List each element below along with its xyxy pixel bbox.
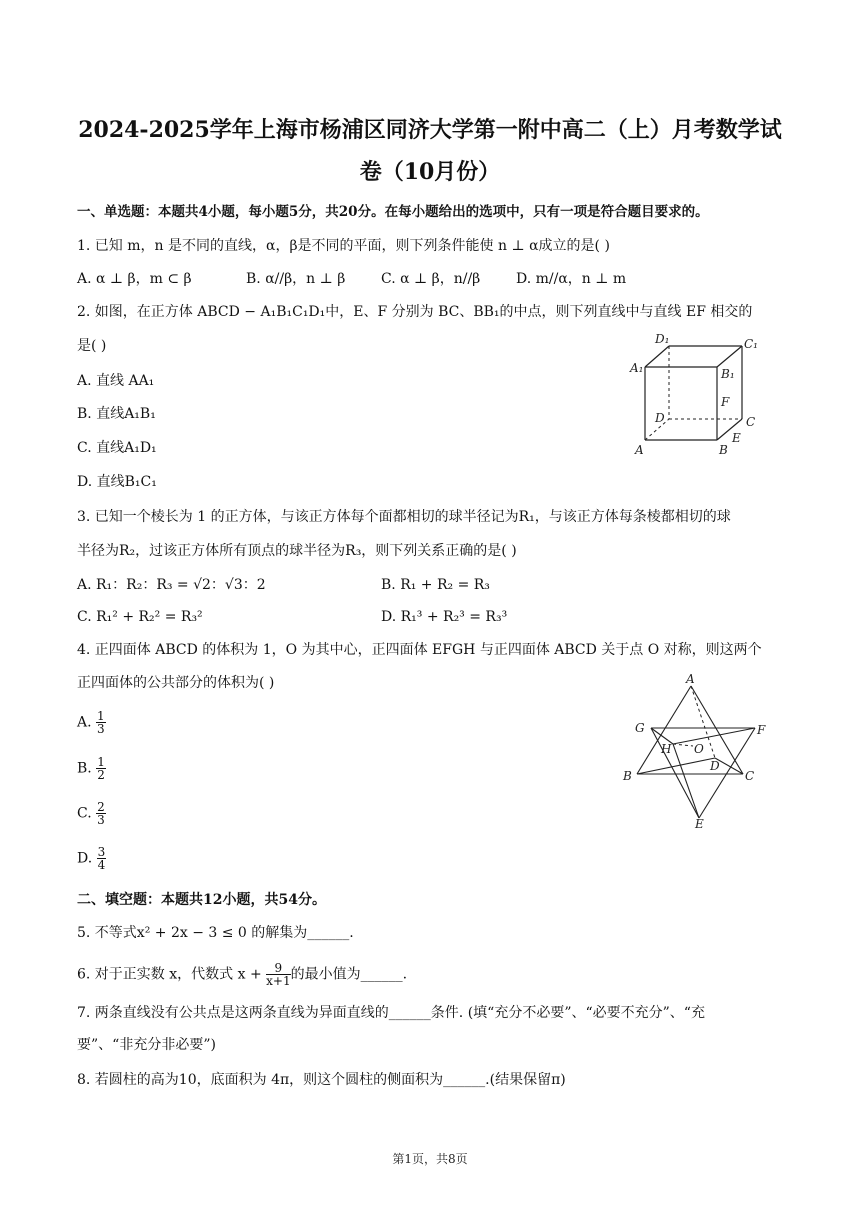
question-3-stem-line1: 3. 已知一个棱长为 1 的正方体，与该正方体每个面都相切的球半径记为R₁，与该正方体每条棱都相切的球: [77, 509, 731, 525]
option-d-fraction: [97, 846, 107, 871]
question-3-stem-line2: 半径为R₂，过该正方体所有顶点的球半径为R₃，则下列关系正确的是( ): [77, 543, 517, 559]
label-c1: C₁: [744, 337, 758, 351]
edge-g-e: [651, 728, 699, 818]
label-c: C: [746, 415, 756, 429]
question-2-option-b: B. 直线A₁B₁: [77, 406, 156, 422]
question-1-option-b: B. α//β，n ⊥ β: [246, 271, 346, 287]
question-7-line2: 要”、“非充分非必要”): [77, 1037, 216, 1053]
option-a-numerator: 1: [97, 709, 105, 723]
question-2-stem-line2: 是( ): [77, 338, 107, 354]
label-a1: A₁: [630, 361, 644, 375]
label-b1: B₁: [721, 367, 735, 381]
question-3-option-a: A. R₁：R₂：R₃ = √2：√3：2: [77, 577, 266, 593]
question-4-stem-line1: 4. 正四面体 ABCD 的体积为 1，O 为其中心，正四面体 EFGH 与正四面体 ABCD 关于点 O 对称，则这两个: [77, 642, 762, 658]
question-1-option-c: C. α ⊥ β，n//β: [381, 271, 481, 287]
section-single-choice-header: 一、单选题：本题共4小题，每小题5分，共20分。在每小题给出的选项中，只有一项是符合题目要求的。: [77, 204, 709, 220]
question-4-option-a: [77, 710, 106, 735]
label-d1: D₁: [655, 332, 670, 346]
option-b-denominator: 2: [97, 768, 105, 782]
question-6-fraction: [266, 962, 290, 987]
label-e: E: [732, 431, 741, 445]
label-e: E: [695, 817, 704, 831]
edge-b1-c1: [717, 346, 742, 367]
question-1-option-a: A. α ⊥ β，m ⊂ β: [77, 271, 192, 287]
question-1-stem: 1. 已知 m，n 是不同的直线，α，β是不同的平面，则下列条件能使 n ⊥ α成立的是( ): [77, 238, 610, 254]
option-d-numerator: 3: [97, 845, 106, 859]
option-a-denominator: 3: [97, 722, 105, 736]
question-4-stem-line2: 正四面体的公共部分的体积为( ): [77, 675, 275, 691]
question-2-stem-line1: 2. 如图，在正方体 ABCD − A₁B₁C₁D₁中，E、F 分别为 BC、BB₁的中点，则下列直线中与直线 EF 相交的: [77, 304, 753, 320]
question-4-option-b: [77, 756, 106, 781]
label-g: G: [635, 721, 645, 735]
option-b-fraction: [96, 756, 106, 781]
question-5: 5. 不等式x² + 2x − 3 ≤ 0 的解集为______.: [77, 925, 354, 941]
label-a: A: [635, 443, 644, 457]
question-2-option-a: A. 直线 AA₁: [77, 373, 155, 389]
option-c-letter: C.: [77, 805, 92, 822]
question-7-line1: 7. 两条直线没有公共点是这两条直线为异面直线的______条件. (填“充分不必要”、“必要不充分”、“充: [77, 1005, 705, 1021]
question-8: 8. 若圆柱的高为10，底面积为 4π，则这个圆柱的侧面积为______.(结果保留π): [77, 1072, 566, 1088]
option-a-letter: A.: [77, 714, 92, 731]
label-b: B: [719, 443, 728, 457]
exam-title-line2: 卷（10月份）: [359, 159, 501, 185]
cube-figure: [625, 330, 765, 460]
edge-a-b: [637, 686, 691, 774]
option-d-denominator: 4: [97, 858, 106, 872]
edge-b-d: [637, 758, 715, 774]
question-4-option-d: [77, 846, 106, 871]
question-1-option-d: D. m//α，n ⊥ m: [516, 271, 627, 287]
page-footer: 第1页，共8页: [392, 1152, 468, 1166]
question-6-before: 6. 对于正实数 x，代数式 x +: [77, 966, 262, 983]
edge-h-f: [673, 728, 755, 744]
label-a: A: [686, 672, 695, 686]
question-6-denominator: x+1: [266, 974, 291, 988]
label-b: B: [623, 769, 632, 783]
option-a-fraction: [96, 710, 106, 735]
section-fill-in-header: 二、填空题：本题共12小题，共54分。: [77, 892, 326, 908]
tetrahedra-figure: [615, 672, 775, 832]
option-d-letter: D.: [77, 850, 93, 867]
label-c: C: [745, 769, 755, 783]
question-3-option-b: B. R₁ + R₂ = R₃: [381, 577, 490, 593]
label-f: F: [721, 395, 730, 409]
edge-a1-d1: [645, 346, 669, 367]
question-6-after: 的最小值为______.: [290, 966, 408, 983]
option-b-letter: B.: [77, 760, 92, 777]
question-2-option-d: D. 直线B₁C₁: [77, 474, 157, 490]
question-6-numerator: 9: [266, 962, 290, 975]
question-3-option-d: D. R₁³ + R₂³ = R₃³: [381, 609, 508, 625]
label-o: O: [694, 742, 704, 756]
question-6: [77, 962, 407, 987]
label-d: D: [710, 759, 720, 773]
option-c-fraction: [96, 801, 106, 826]
question-2-option-c: C. 直线A₁D₁: [77, 440, 157, 456]
label-d: D: [655, 411, 665, 425]
question-4-option-c: [77, 801, 106, 826]
label-f: F: [757, 723, 766, 737]
option-b-numerator: 1: [97, 755, 105, 769]
question-3-option-c: C. R₁² + R₂² = R₃²: [77, 609, 203, 625]
option-c-numerator: 2: [97, 800, 105, 814]
label-h: H: [661, 742, 672, 756]
option-c-denominator: 3: [97, 813, 105, 827]
hidden-edge-h-o: [673, 744, 693, 746]
exam-title-line1: 2024-2025学年上海市杨浦区同济大学第一附中高二（上）月考数学试: [78, 117, 782, 143]
